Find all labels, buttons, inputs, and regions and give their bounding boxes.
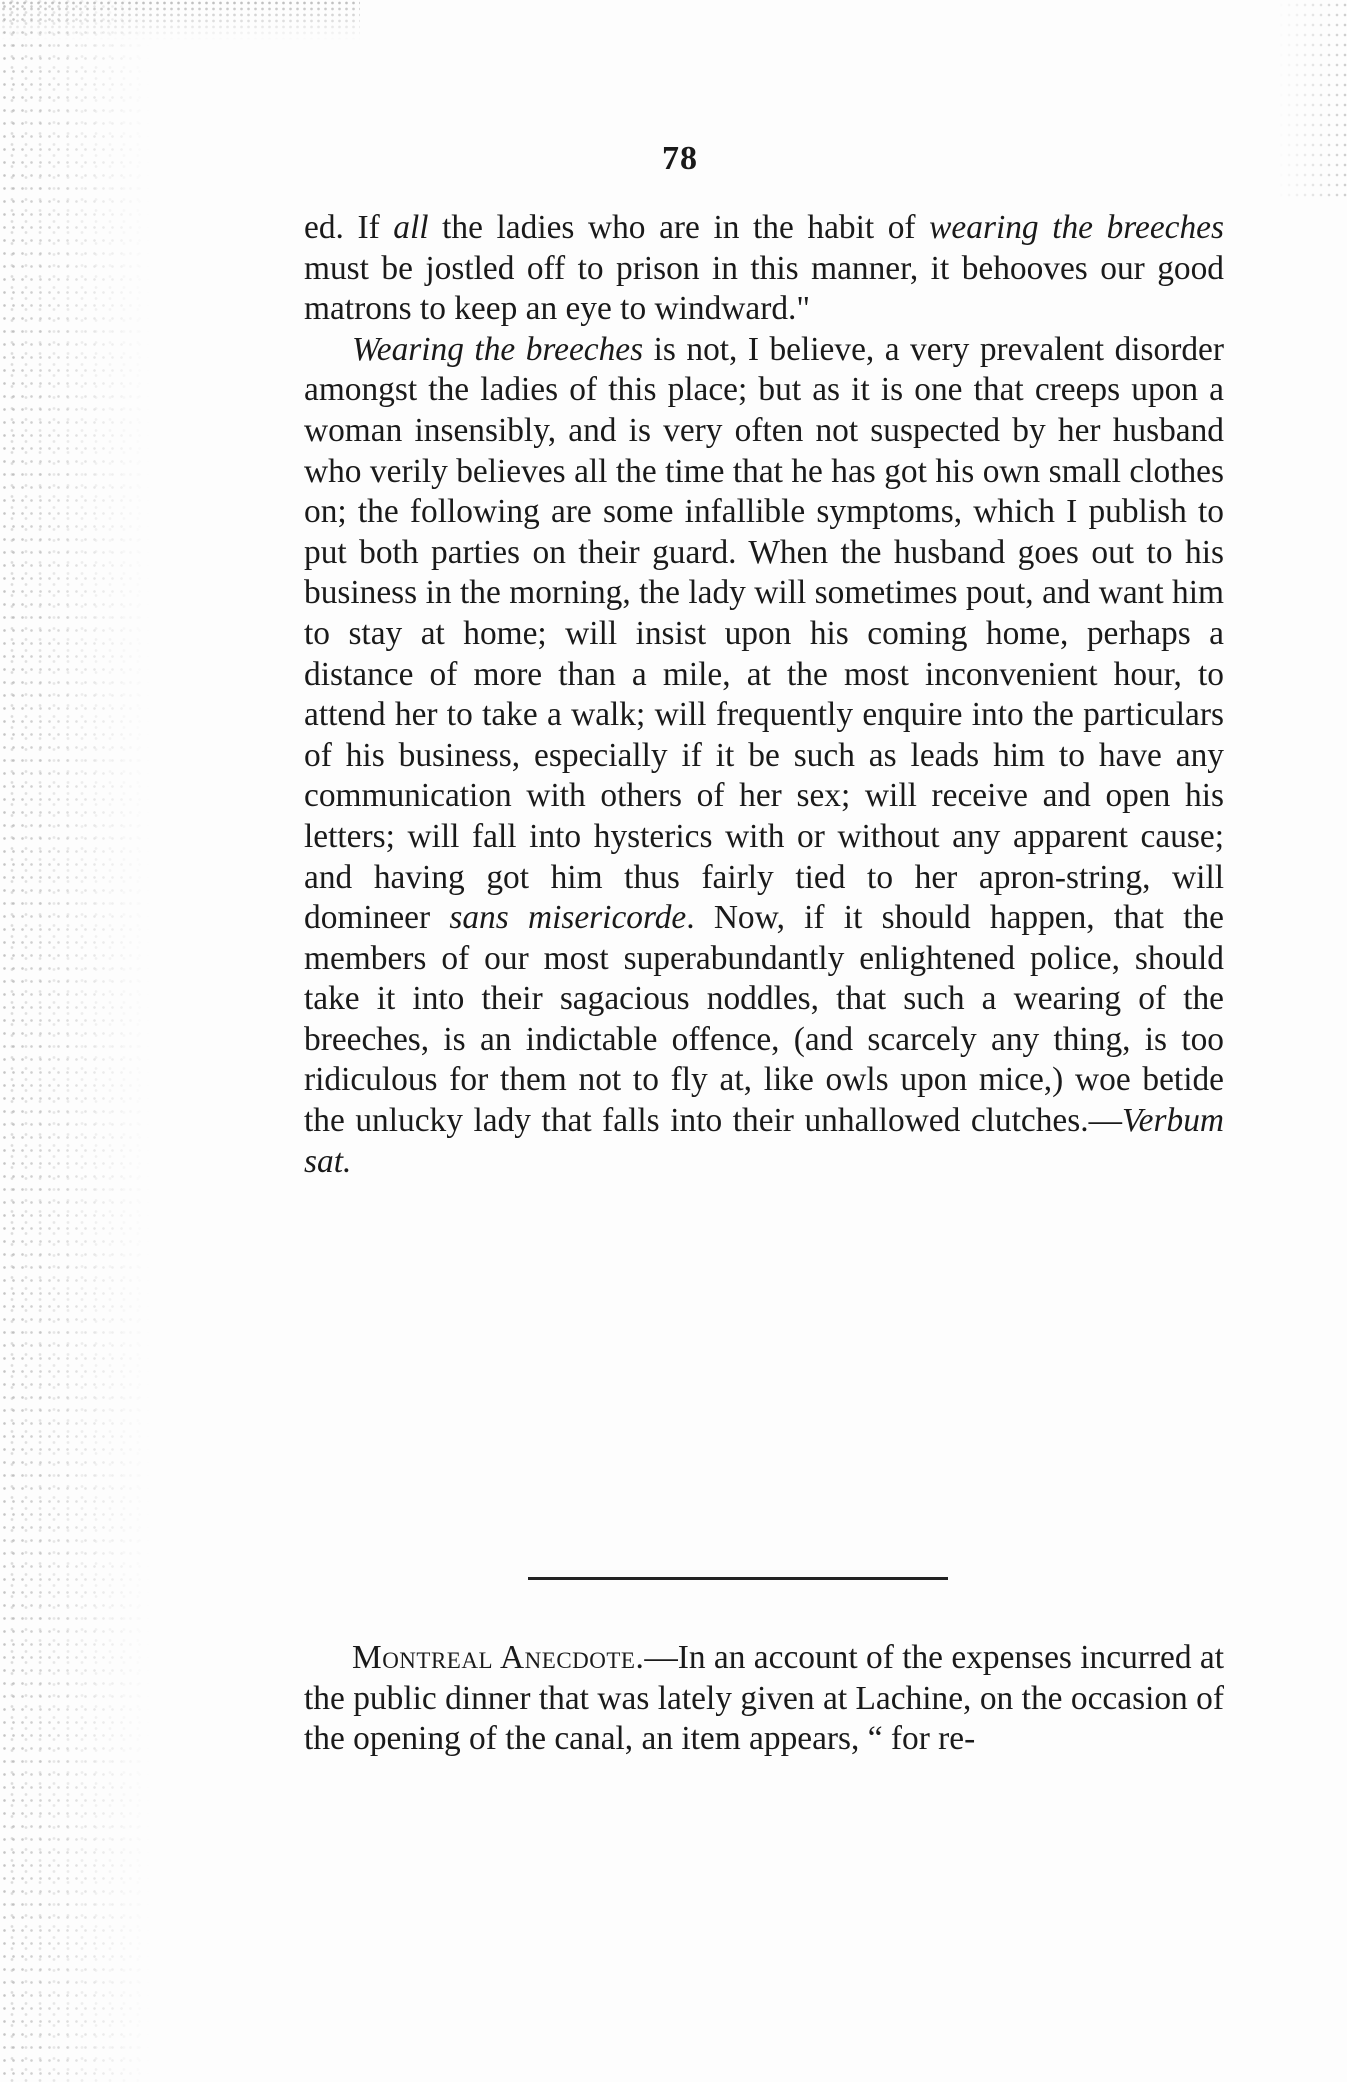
section-divider — [528, 1577, 948, 1580]
scan-noise-left — [0, 0, 150, 2082]
scan-noise-right — [1277, 0, 1347, 200]
page-number: 78 — [662, 140, 698, 177]
anecdote-heading: Montreal Anecdote. — [352, 1639, 645, 1676]
scan-noise-top — [0, 0, 360, 40]
paragraph-continuation: ed. If all the ladies who are in the habit of wearing the breeches must be jostled off to prison in this manner, it behooves our good matrons to keep an eye to windward." — [304, 209, 1224, 328]
article-body — [304, 208, 1224, 1182]
paragraph-breeches: Wearing the breeches is not, I believe, a very prevalent disorder amongst the ladies of this place; but as it is one that creeps upon a woman insensibly, and is very often not suspected by her husband who verily believes all the time that he has got his own small clothes on; the following are some infallible symptoms, which I publish to put both parties on their guard. When the husband goes out to his business in the morning, the lady will sometimes pout, and want him to stay at home; will insist upon his coming home, perhaps a distance of more than a mile, at the most inconvenient hour, to attend her to take a walk; will frequently enquire into the particulars of his business, especially if it be such as leads him to have any communication with others of her sex; will receive and open his letters; will fall into hysterics with or without any apparent cause; and having got him thus fairly tied to her apron-string, will domineer sans misericorde. Now, if it should happen, that the members of our most superabundantly enlightened police, should take it into their sagacious noddles, that such a wearing of the breeches, is an indictable offence, (and scarcely any thing, is too ridiculous for them not to fly at, like owls upon mice,) woe betide the unlucky lady that falls into their unhallowed clutches.—Verbum sat. — [304, 330, 1224, 1180]
anecdote-section — [304, 1638, 1224, 1760]
anecdote-paragraph: Montreal Anecdote.—In an account of the expenses incurred at the public dinner that was lately given at Lachine, on the occasion of the opening of the canal, an item appears, “ for re- — [304, 1639, 1224, 1758]
